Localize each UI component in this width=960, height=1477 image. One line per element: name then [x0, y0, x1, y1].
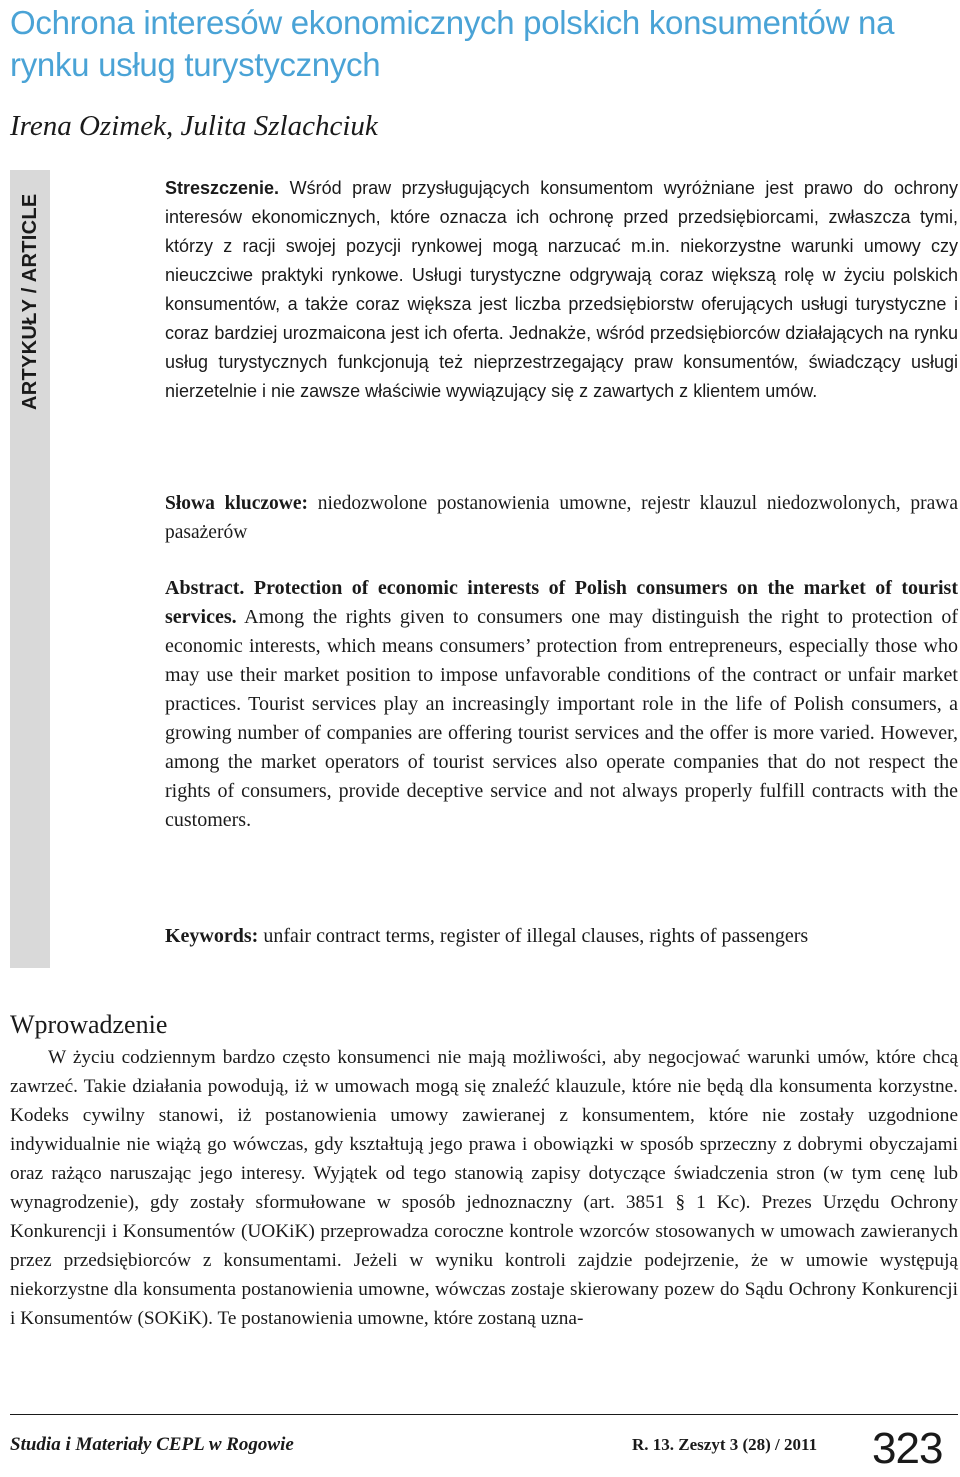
- article-title: Ochrona interesów ekonomicznych polskich konsumentów na rynku usług turystycznych: [10, 4, 895, 83]
- footer-divider: [10, 1414, 958, 1415]
- abstract-english-text: Among the rights given to consumers one may distinguish the right to protection of economic interests, which means consumers’ protection from entrepreneurs, especially those who may use their market position to impose unfavorable conditions of the contract or unfair market practices. Tourist services play an increasingly important role in the life of Polish consumers, a growing number of companies are offering tourist services and the offer is more varied. However, among the market operators of tourist services also operate companies that do not respect the rights of consumers, provide deceptive service and not always properly fulfill contracts with the customers.: [165, 606, 958, 831]
- keywords-english-text: unfair contract terms, register of illegal clauses, rights of passengers: [258, 925, 809, 947]
- introduction-paragraph: W życiu codziennym bardzo często konsumenci nie mają możliwości, aby negocjować warunki umów, które chcą zawrzeć. Takie działania powodują, iż w umowach mogą się znaleźć klauzule, które nie będą dla konsumenta korzystne. Kodeks cywilny stanowi, iż postanowienia umowy zawieranej z konsumentem, które nie zostały uzgodnione indywidualnie nie wiążą go wówczas, gdy kształtują jego prawa i obowiązki w sposób sprzeczny z dobrymi obyczajami oraz rażąco naruszając jego interesy. Wyjątek od tego stanowią zapisy dotyczące świadczenia stron (w tym cenę lub wynagrodzenie), gdy zostały sformułowane w sposób jednoznaczny (art. 3851 § 1 Kc). Prezes Urzędu Ochrony Konkurencji i Konsumentów (UOKiK) przeprowadza coroczne kontrole wzorców stosowanych w umowach zawieranych przez przedsiębiorców z konsumentami. Jeżeli w wyniku kontroli zajdzie podejrzenie, że w umowie występują niekorzystne dla konsumenta postanowienia umowne, wówczas zostaje skierowany pozew do Sądu Ochrony Konkurencji i Konsumentów (SOKiK). Te postanowienia umowne, które zostaną uzna-: [10, 1047, 958, 1329]
- introduction-heading: Wprowadzenie: [10, 1010, 168, 1039]
- keywords-polish: [165, 489, 958, 547]
- article-authors: Irena Ozimek, Julita Szlachciuk: [10, 110, 378, 142]
- footer-journal-name: Studia i Materiały CEPL w Rogowie: [10, 1434, 294, 1455]
- keywords-polish-text: niedozwolone postanowienia umowne, rejestr klauzul niedozwolonych, prawa pasażerów: [165, 493, 958, 543]
- abstract-english-label: Abstract. Protection of economic interests of Polish consumers on the market of tourist services.: [165, 577, 958, 628]
- keywords-english: [165, 922, 958, 951]
- page-number: 323: [872, 1424, 943, 1473]
- section-label: ARTYKUŁY / ARTICLE: [19, 193, 41, 410]
- keywords-english-label: Keywords:: [165, 925, 259, 947]
- abstract-polish-text: Wśród praw przysługujących konsumentom wyróżniane jest prawo do ochrony interesów ekonomicznych, które oznacza ich ochronę przed przedsiębiorcami, zwłaszcza tymi, którzy z racji swojej pozycji rynkowej mogą narzucać m.in. niekorzystne warunki umowy czy nieuczciwe praktyki rynkowe. Usługi turystyczne odgrywają coraz większą rolę w życiu polskich konsumentów, a także coraz większa jest liczba przedsiębiorstw oferujących usługi turystyczne i coraz bardziej urozmaicona jest ich oferta. Jednakże, wśród przedsiębiorców działających na rynku usług turystycznych funkcjonują też nieprzestrzegający praw konsumentów, świadczący usługi nierzetelnie i nie zawsze właściwie wywiązujący się z zawartych z klientem umów.: [165, 178, 958, 401]
- footer-issue: R. 13. Zeszyt 3 (28) / 2011: [632, 1435, 818, 1454]
- abstract-polish: [165, 174, 958, 406]
- abstract-polish-label: Streszczenie.: [165, 178, 280, 198]
- keywords-polish-label: Słowa kluczowe:: [165, 493, 309, 514]
- abstract-english: [165, 574, 958, 835]
